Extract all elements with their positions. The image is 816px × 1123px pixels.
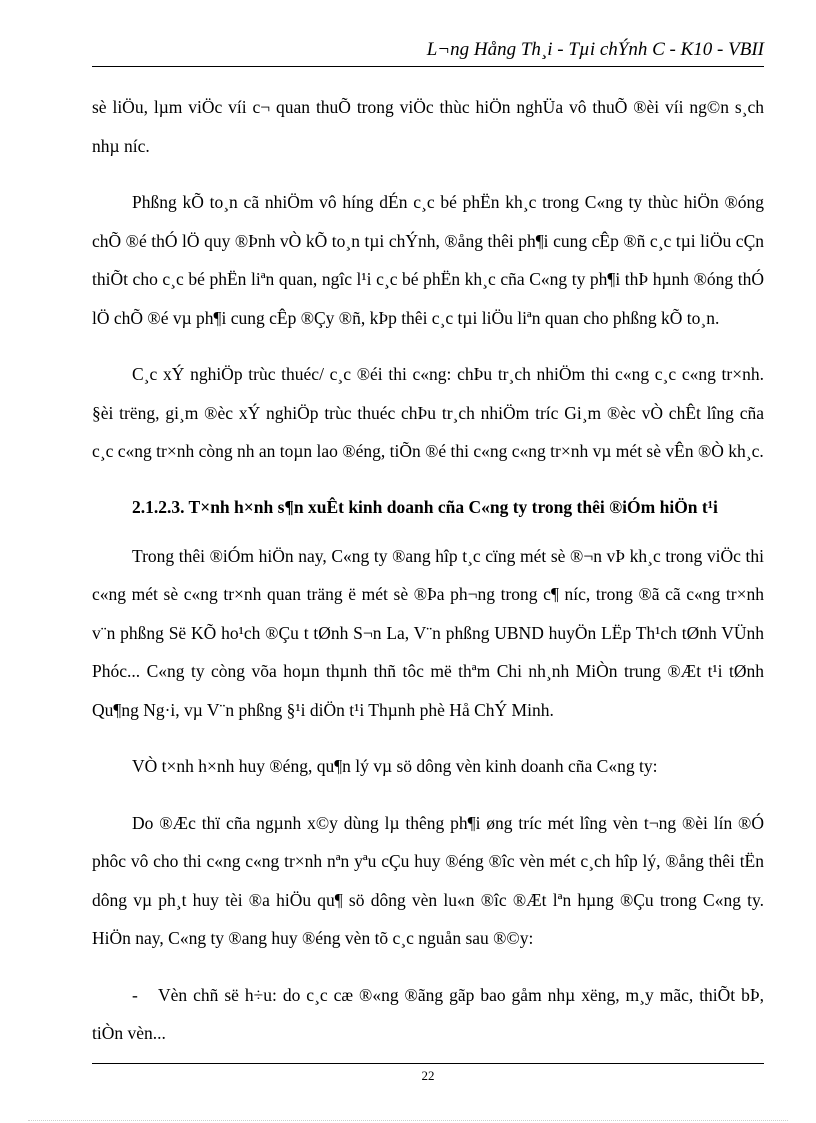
section-heading: 2.1.2.3. T×nh h×nh s¶n xuÊt kinh doanh cña C«ng ty trong thêi ®iÓm hiÖn t¹i [132,496,718,517]
paragraph-continued: sè liÖu, lµm viÖc víi c¬ quan thuÕ trong viÖc thùc hiÖn nghÜa vô thuÕ ®èi víi ng©n s¸ch nhµ níc. [92,97,764,156]
header-title: L¬ng Hång Th¸i - Tµi chÝnh C - K10 - VBII [426,39,764,60]
footer-divider [92,1063,764,1064]
page-edge-divider [28,1120,788,1121]
paragraph-accounting-dept: Phßng kÕ to¸n cã nhiÖm vô híng dÉn c¸c bé phËn kh¸c trong C«ng ty thùc hiÖn ®óng chÕ ®é thÓ lÖ quy ®Þnh vÒ kÕ to¸n tµi chÝnh, ®ång thêi ph¶i cung cÊp ®ñ c¸c tµi liÖu cÇn thiÕt cho c¸c bé phËn liªn quan, ngîc l¹i c¸c bé phËn kh¸c cña C«ng ty ph¶i thÞ hµnh ®óng thÓ lÖ chÕ ®é vµ ph¶i cung cÊp ®Çy ®ñ, kÞp thêi c¸c tµi liÖu liªn quan cho phßng kÕ to¸n. [92,192,764,328]
running-header [92,38,764,67]
bullet-text: Vèn chñ së h÷u: do c¸c cæ ®«ng ®ãng gãp bao gåm nhµ xëng, m¸y mãc, thiÕt bÞ, tiÒn vèn... [92,984,764,1043]
paragraph-enterprises: C¸c xÝ nghiÖp trùc thuéc/ c¸c ®éi thi c«ng: chÞu tr¸ch nhiÖm thi c«ng c¸c c«ng tr×nh. §èi trëng, gi¸m ®èc xÝ nghiÖp trùc thuéc chÞu tr¸ch nhiÖm tríc Gi¸m ®èc vÒ chÊt lîng cña c¸c c«ng tr×nh còng nh an toµn lao ®éng, tiÕn ®é thi c«ng c«ng tr×nh vµ mét sè vÊn ®Ò kh¸c. [92,364,764,461]
paragraph-capital-intro: VÒ t×nh h×nh huy ®éng, qu¶n lý vµ sö dông vèn kinh doanh cña C«ng ty: [132,756,658,776]
page-number: 22 [421,1068,435,1083]
bullet-marker: - [132,984,138,1005]
paragraph-capital-detail: Do ®Æc thï cña ngµnh x©y dùng lµ thêng ph¶i øng tríc mét lîng vèn t¬ng ®èi lín ®Ó phôc vô cho thi c«ng c«ng tr×nh nªn yªu cÇu huy ®éng ®îc vèn mét c¸ch hîp lý, ®ång thêi tËn dông vµ ph¸t huy tèi ®a hiÖu qu¶ sö dông vèn lu«n ®îc ®Æt lªn hµng ®Çu trong C«ng ty. HiÖn nay, C«ng ty ®ang huy ®éng vèn tõ c¸c nguån sau ®©y: [92,812,764,948]
document-body [92,88,764,1071]
bullet-item [92,976,764,1053]
paragraph-current-situation: Trong thêi ®iÓm hiÖn nay, C«ng ty ®ang hîp t¸c cïng mét sè ®¬n vÞ kh¸c trong viÖc thi c«ng mét sè c«ng tr×nh quan träng ë mét sè ®Þa ph¬ng trong c¶ níc, trong ®ã cã c«ng tr×nh v¨n phßng Së KÕ ho¹ch ®Çu t tØnh S¬n La, V¨n phßng UBND huyÖn LËp Th¹ch tØnh VÜnh Phóc... C«ng ty còng võa hoµn thµnh thñ tôc më thªm Chi nh¸nh MiÒn trung ®Æt t¹i tØnh Qu¶ng Ng·i, vµ V¨n phßng §¹i diÖn t¹i Thµnh phè Hå ChÝ Minh. [92,545,764,720]
